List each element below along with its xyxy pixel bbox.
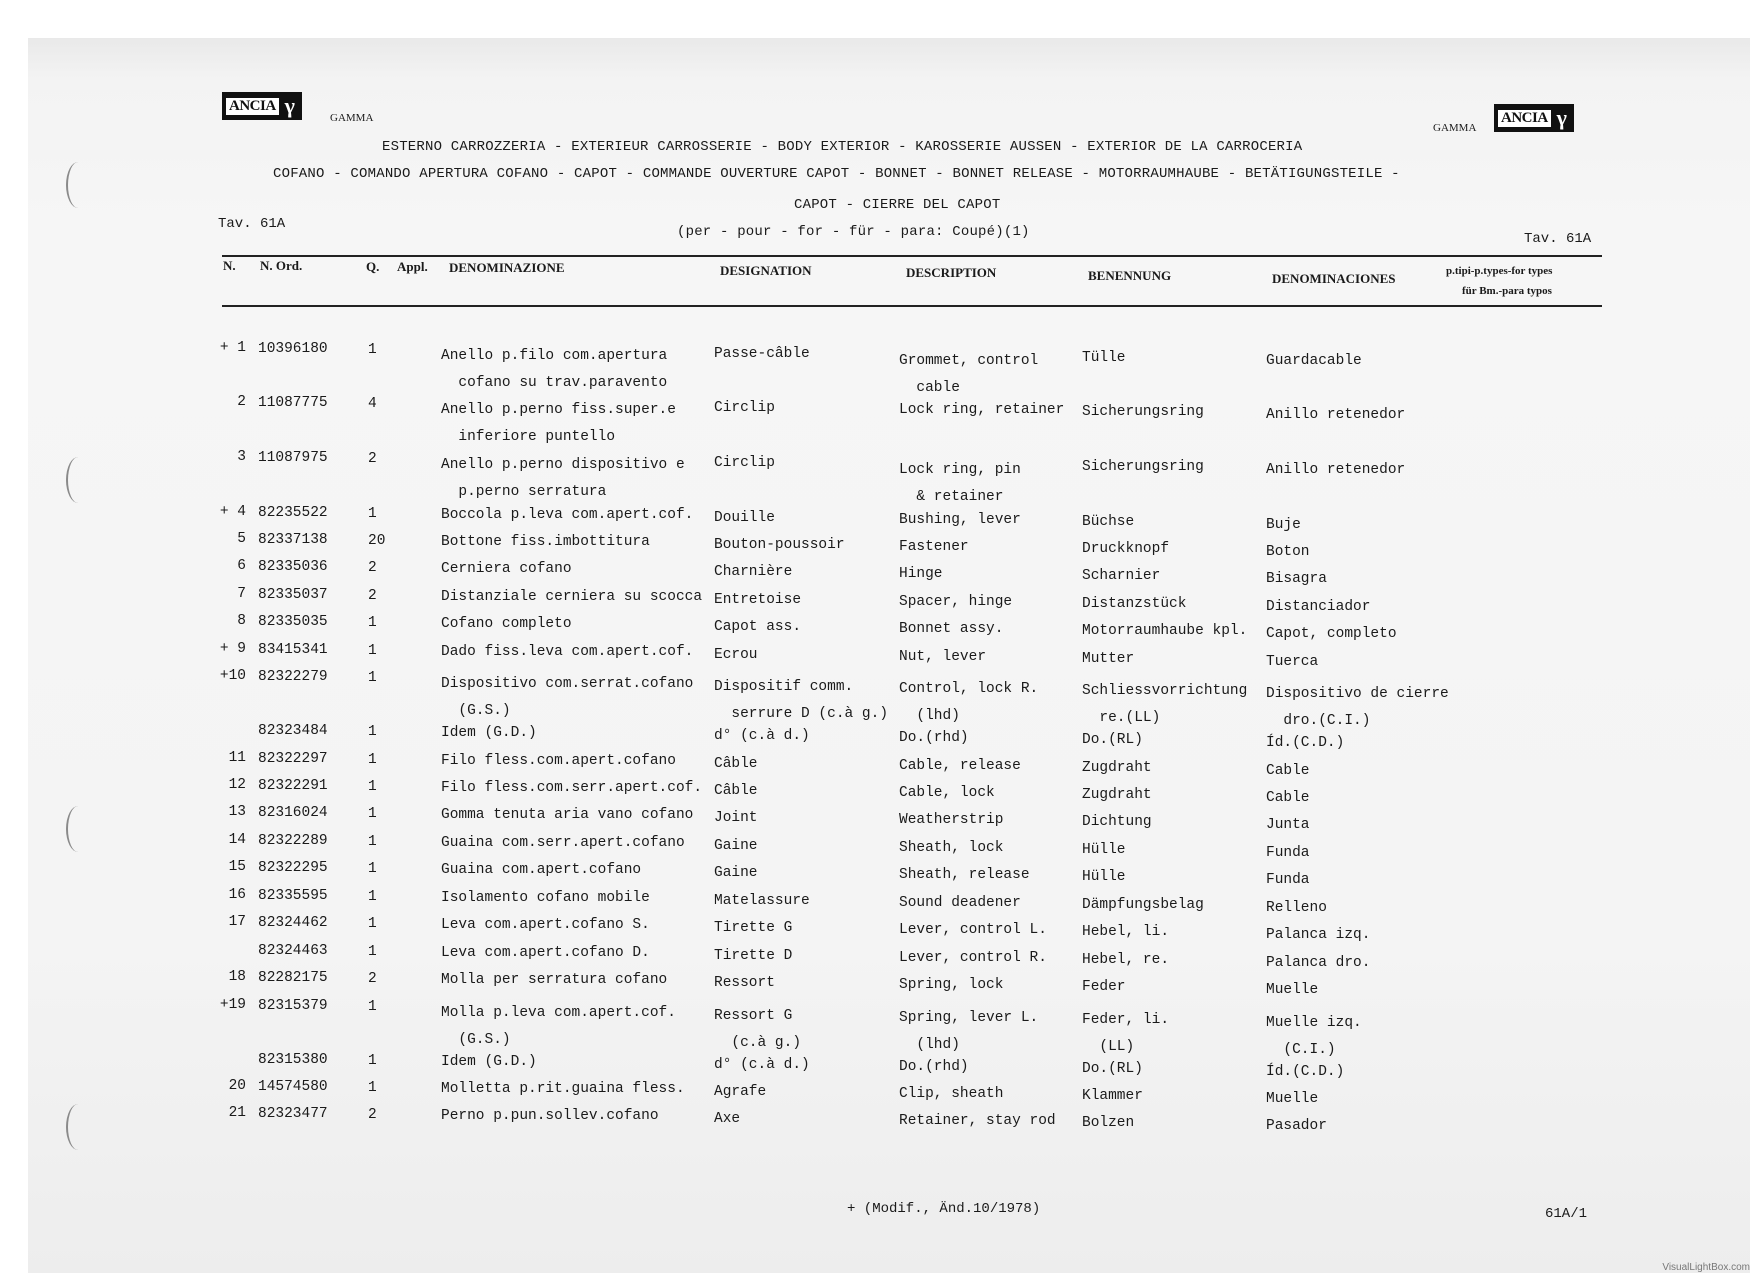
cell-es: Buje [1266,516,1301,533]
cell-de: Dämpfungsbelag [1082,897,1204,914]
cell-es: Capot, completo [1266,625,1397,642]
cell-de: Mutter [1082,651,1135,668]
cell-de: Schliessvorrichtung re.(LL) [1082,683,1248,727]
cell-it: Idem (G.D.) [441,1053,537,1070]
cell-ord: 82323477 [258,1105,328,1122]
cell-it: Isolamento cofano mobile [441,889,650,906]
cell-de: Do.(RL) [1082,1061,1143,1078]
cell-it: Bottone fiss.imbottitura [441,533,650,550]
cell-q: 1 [368,998,377,1015]
cell-n: 16 [228,887,246,903]
cell-de: Distanzstück [1082,596,1187,613]
group-heading: COFANO - COMANDO APERTURA COFANO - CAPOT - COMMANDE OUVERTURE CAPOT - BONNET - BONNET RELEASE - MOTORRAUMHAUBE - BETÄTIGUNGSTEILE - [273,166,1400,182]
cell-ord: 82322291 [258,777,328,794]
cell-it: Leva com.apert.cofano S. [441,916,650,933]
cell-fr: Ecrou [714,647,758,663]
header-rule-bottom [222,305,1602,307]
cell-fr: Circlip [714,400,775,416]
cell-it: Filo fless.com.serr.apert.cof. [441,779,703,796]
col-en: DESCRIPTION [906,265,997,280]
cell-q: 2 [368,559,377,576]
cell-de: Zugdraht [1082,787,1152,804]
header-rule-top [222,255,1602,257]
cell-q: 2 [368,970,377,987]
cell-de: Tülle [1082,350,1126,367]
cell-fr: Circlip [714,455,775,471]
cell-de: Scharnier [1082,568,1161,585]
col-fr: DESIGNATION [720,263,812,278]
cell-es: Anillo retenedor [1266,406,1406,423]
cell-es: Muelle izq. (C.I.) [1266,1014,1362,1058]
cell-es: Pasador [1266,1117,1327,1134]
cell-en: Lever, control L. [899,922,1047,939]
cell-it: Anello p.perno dispositivo e p.perno serratura [441,456,685,500]
cell-n: 3 [237,449,246,465]
cell-it: Filo fless.com.apert.cofano [441,752,676,769]
cell-en: Control, lock R. (lhd) [899,681,1039,725]
cell-q: 1 [368,860,377,877]
cell-fr: d° (c.à d.) [714,1057,810,1073]
cell-q: 1 [368,915,377,932]
cell-en: Lever, control R. [899,950,1047,967]
cell-fr: d° (c.à d.) [714,728,810,744]
cell-n: 21 [228,1105,246,1121]
col-ord: N. Ord. [260,258,303,273]
cell-en: Bonnet assy. [899,621,1004,638]
cell-de: Motorraumhaube kpl. [1082,623,1248,640]
cell-es: Cable [1266,762,1310,779]
cell-en: Lock ring, pin & retainer [899,462,1021,506]
cell-en: Grommet, control cable [899,353,1039,397]
cell-it: Boccola p.leva com.apert.cof. [441,506,694,523]
cell-de: Hebel, li. [1082,924,1170,941]
cell-fr: Tirette D [714,948,793,964]
cell-de: Hülle [1082,869,1126,886]
cell-q: 1 [368,943,377,960]
cell-en: Spring, lock [899,977,1004,994]
cell-q: 1 [368,669,377,686]
logo-word: ANCIA [226,98,279,115]
lancia-logo-right [1494,104,1574,132]
cell-ord: 82316024 [258,804,328,821]
cell-n: 14 [228,832,246,848]
cell-q: 1 [368,751,377,768]
cell-en: Bushing, lever [899,512,1021,529]
cell-en: Spring, lever L. (lhd) [899,1010,1039,1054]
cell-es: Muelle [1266,1090,1319,1107]
cell-es: Relleno [1266,899,1327,916]
cell-de: Bolzen [1082,1115,1135,1132]
cell-fr: Gaine [714,865,758,881]
cell-q: 4 [368,395,377,412]
cell-ord: 82323484 [258,722,328,739]
cell-de: Dichtung [1082,814,1152,831]
cell-fr: Capot ass. [714,619,802,635]
cell-ord: 82315379 [258,997,328,1014]
cell-de: Hülle [1082,842,1126,859]
cell-it: Guaina com.apert.cofano [441,861,642,878]
cell-q: 2 [368,587,377,604]
cell-en: Lock ring, retainer [899,402,1065,419]
cell-fr: Câble [714,756,758,772]
cell-es: Funda [1266,871,1310,888]
cell-n: 2 [237,394,246,410]
cell-fr: Gaine [714,838,758,854]
cell-fr: Câble [714,783,758,799]
cell-fr: Dispositif comm. serrure D (c.à g.) [714,679,889,722]
cell-ord: 82322297 [258,750,328,767]
cell-ord: 82322295 [258,859,328,876]
cell-ord: 82335037 [258,586,328,603]
cell-fr: Bouton-poussoir [714,537,845,553]
cell-n: 5 [237,531,246,547]
cell-es: Palanca izq. [1266,926,1371,943]
applicability-line: (per - pour - for - für - para: Coupé)(1) [677,224,1030,240]
col-types-1: p.tipi-p.types-for types [1446,265,1553,277]
cell-es: Íd.(C.D.) [1266,734,1345,751]
group-heading-cont: CAPOT - CIERRE DEL CAPOT [794,197,1001,213]
cell-de: Sicherungsring [1082,404,1204,421]
cell-es: Muelle [1266,981,1319,998]
cell-ord: 82282175 [258,969,328,986]
cell-it: Dado fiss.leva com.apert.cof. [441,643,694,660]
cell-n: 11 [228,750,246,766]
col-it: DENOMINAZIONE [449,260,565,275]
col-types-2: für Bm.-para typos [1462,285,1552,297]
cell-es: Guardacable [1266,352,1362,369]
cell-fr: Joint [714,810,758,826]
binder-hole-2 [66,457,90,503]
cell-en: Cable, lock [899,785,995,802]
cell-ord: 82324462 [258,914,328,931]
cell-it: Molla per serratura cofano [441,971,668,988]
cell-q: 1 [368,805,377,822]
modification-note: + (Modif., Änd.10/1978) [847,1201,1041,1217]
cell-fr: Charnière [714,564,793,580]
cell-es: Boton [1266,543,1310,560]
cell-ord: 82322279 [258,668,328,685]
col-q: Q. [366,259,380,274]
cell-en: Clip, sheath [899,1086,1004,1103]
cell-es: Funda [1266,844,1310,861]
cell-q: 1 [368,723,377,740]
cell-fr: Passe-câble [714,346,810,362]
logo-symbol: γ [1556,105,1567,130]
section-heading: ESTERNO CARROZZERIA - EXTERIEUR CARROSSERIE - BODY EXTERIOR - KAROSSERIE AUSSEN - EXTERIOR DE LA CARROCERIA [382,139,1303,155]
cell-n: 15 [228,859,246,875]
cell-fr: Agrafe [714,1084,767,1100]
logo-word: ANCIA [1498,110,1551,127]
cell-ord: 82235522 [258,504,328,521]
cell-es: Distanciador [1266,598,1371,615]
cell-fr: Tirette G [714,920,793,936]
cell-q: 1 [368,778,377,795]
cell-ord: 82335036 [258,558,328,575]
cell-en: Do.(rhd) [899,1059,969,1076]
cell-de: Büchse [1082,514,1135,531]
cell-q: 2 [368,450,377,467]
col-appl: Appl. [397,259,428,274]
cell-fr: Ressort G (c.à g.) [714,1008,802,1051]
cell-fr: Entretoise [714,592,802,608]
cell-n: 20 [228,1078,246,1094]
binder-hole-3 [66,806,90,852]
cell-ord: 82315380 [258,1051,328,1068]
cell-de: Feder [1082,979,1126,996]
cell-en: Fastener [899,539,969,556]
cell-en: Spacer, hinge [899,594,1013,611]
cell-it: Molletta p.rit.guaina fless. [441,1080,685,1097]
cell-n: 7 [237,586,246,602]
cell-n: + 4 [219,504,246,520]
cell-es: Palanca dro. [1266,954,1371,971]
cell-n: 13 [228,804,246,820]
cell-es: Íd.(C.D.) [1266,1063,1345,1080]
cell-it: Anello p.perno fiss.super.e inferiore puntello [441,401,676,445]
cell-q: 1 [368,833,377,850]
binder-hole-4 [66,1104,90,1150]
cell-it: Dispositivo com.serrat.cofano (G.S.) [441,675,694,719]
cell-en: Nut, lever [899,649,987,666]
cell-fr: Axe [714,1111,741,1127]
cell-it: Guaina com.serr.apert.cofano [441,834,685,851]
gamma-label-left: GAMMA [330,112,374,124]
binder-hole-1 [66,162,90,208]
cell-es: Junta [1266,816,1310,833]
cell-ord: 82337138 [258,531,328,548]
cell-q: 1 [368,642,377,659]
cell-q: 1 [368,888,377,905]
cell-n: 6 [237,558,246,574]
cell-ord: 83415341 [258,641,328,658]
cell-ord: 82335595 [258,887,328,904]
cell-de: Druckknopf [1082,541,1170,558]
cell-it: Cerniera cofano [441,560,572,577]
cell-n: 17 [228,914,246,930]
cell-it: Idem (G.D.) [441,724,537,741]
cell-de: Hebel, re. [1082,952,1170,969]
lancia-logo-left [222,92,302,120]
cell-de: Sicherungsring [1082,459,1204,476]
cell-de: Klammer [1082,1088,1143,1105]
cell-en: Sheath, lock [899,840,1004,857]
cell-ord: 82335035 [258,613,328,630]
cell-en: Cable, release [899,758,1021,775]
cell-it: Cofano completo [441,615,572,632]
cell-n: +10 [219,668,246,684]
cell-n: + 1 [219,340,246,356]
cell-ord: 14574580 [258,1078,328,1095]
cell-q: 1 [368,505,377,522]
cell-it: Distanziale cerniera su scocca [441,588,703,605]
cell-es: Cable [1266,789,1310,806]
cell-it: Molla p.leva com.apert.cof. (G.S.) [441,1004,676,1048]
cell-q: 1 [368,341,377,358]
cell-de: Feder, li. (LL) [1082,1012,1170,1056]
cell-ord: 11087775 [258,394,328,411]
cell-q: 20 [368,532,386,549]
cell-en: Sound deadener [899,895,1021,912]
cell-es: Anillo retenedor [1266,461,1406,478]
cell-n: +19 [219,997,246,1013]
col-de: BENENNUNG [1088,268,1172,283]
cell-ord: 10396180 [258,340,328,357]
cell-es: Bisagra [1266,570,1327,587]
page-number: 61A/1 [1545,1206,1588,1222]
cell-de: Zugdraht [1082,760,1152,777]
cell-de: Do.(RL) [1082,732,1143,749]
cell-en: Sheath, release [899,867,1030,884]
watermark: VisualLightBox.com [1662,1262,1750,1273]
cell-q: 2 [368,1106,377,1123]
cell-n: + 9 [219,641,246,657]
cell-q: 1 [368,1079,377,1096]
cell-en: Do.(rhd) [899,730,969,747]
cell-fr: Ressort [714,975,775,991]
cell-es: Dispositivo de cierre dro.(C.I.) [1266,685,1449,729]
cell-n: 8 [237,613,246,629]
cell-it: Gomma tenuta aria vano cofano [441,806,694,823]
table-number-left: Tav. 61A [218,216,286,232]
cell-ord: 82324463 [258,942,328,959]
cell-en: Hinge [899,566,943,583]
cell-ord: 11087975 [258,449,328,466]
col-n: N. [223,258,236,273]
table-number-right: Tav. 61A [1524,231,1592,247]
cell-en: Retainer, stay rod [899,1113,1056,1130]
col-es: DENOMINACIONES [1272,271,1396,286]
cell-en: Weatherstrip [899,812,1004,829]
logo-symbol: γ [284,93,295,118]
cell-fr: Douille [714,510,775,526]
cell-it: Leva com.apert.cofano D. [441,944,650,961]
cell-q: 1 [368,614,377,631]
cell-fr: Matelassure [714,893,810,909]
cell-n: 18 [228,969,246,985]
cell-it: Anello p.filo com.apertura cofano su trav.paravento [441,347,668,391]
cell-ord: 82322289 [258,832,328,849]
cell-q: 1 [368,1052,377,1069]
gamma-label-right: GAMMA [1433,122,1477,134]
cell-es: Tuerca [1266,653,1319,670]
cell-it: Perno p.pun.sollev.cofano [441,1107,659,1124]
cell-n: 12 [228,777,246,793]
